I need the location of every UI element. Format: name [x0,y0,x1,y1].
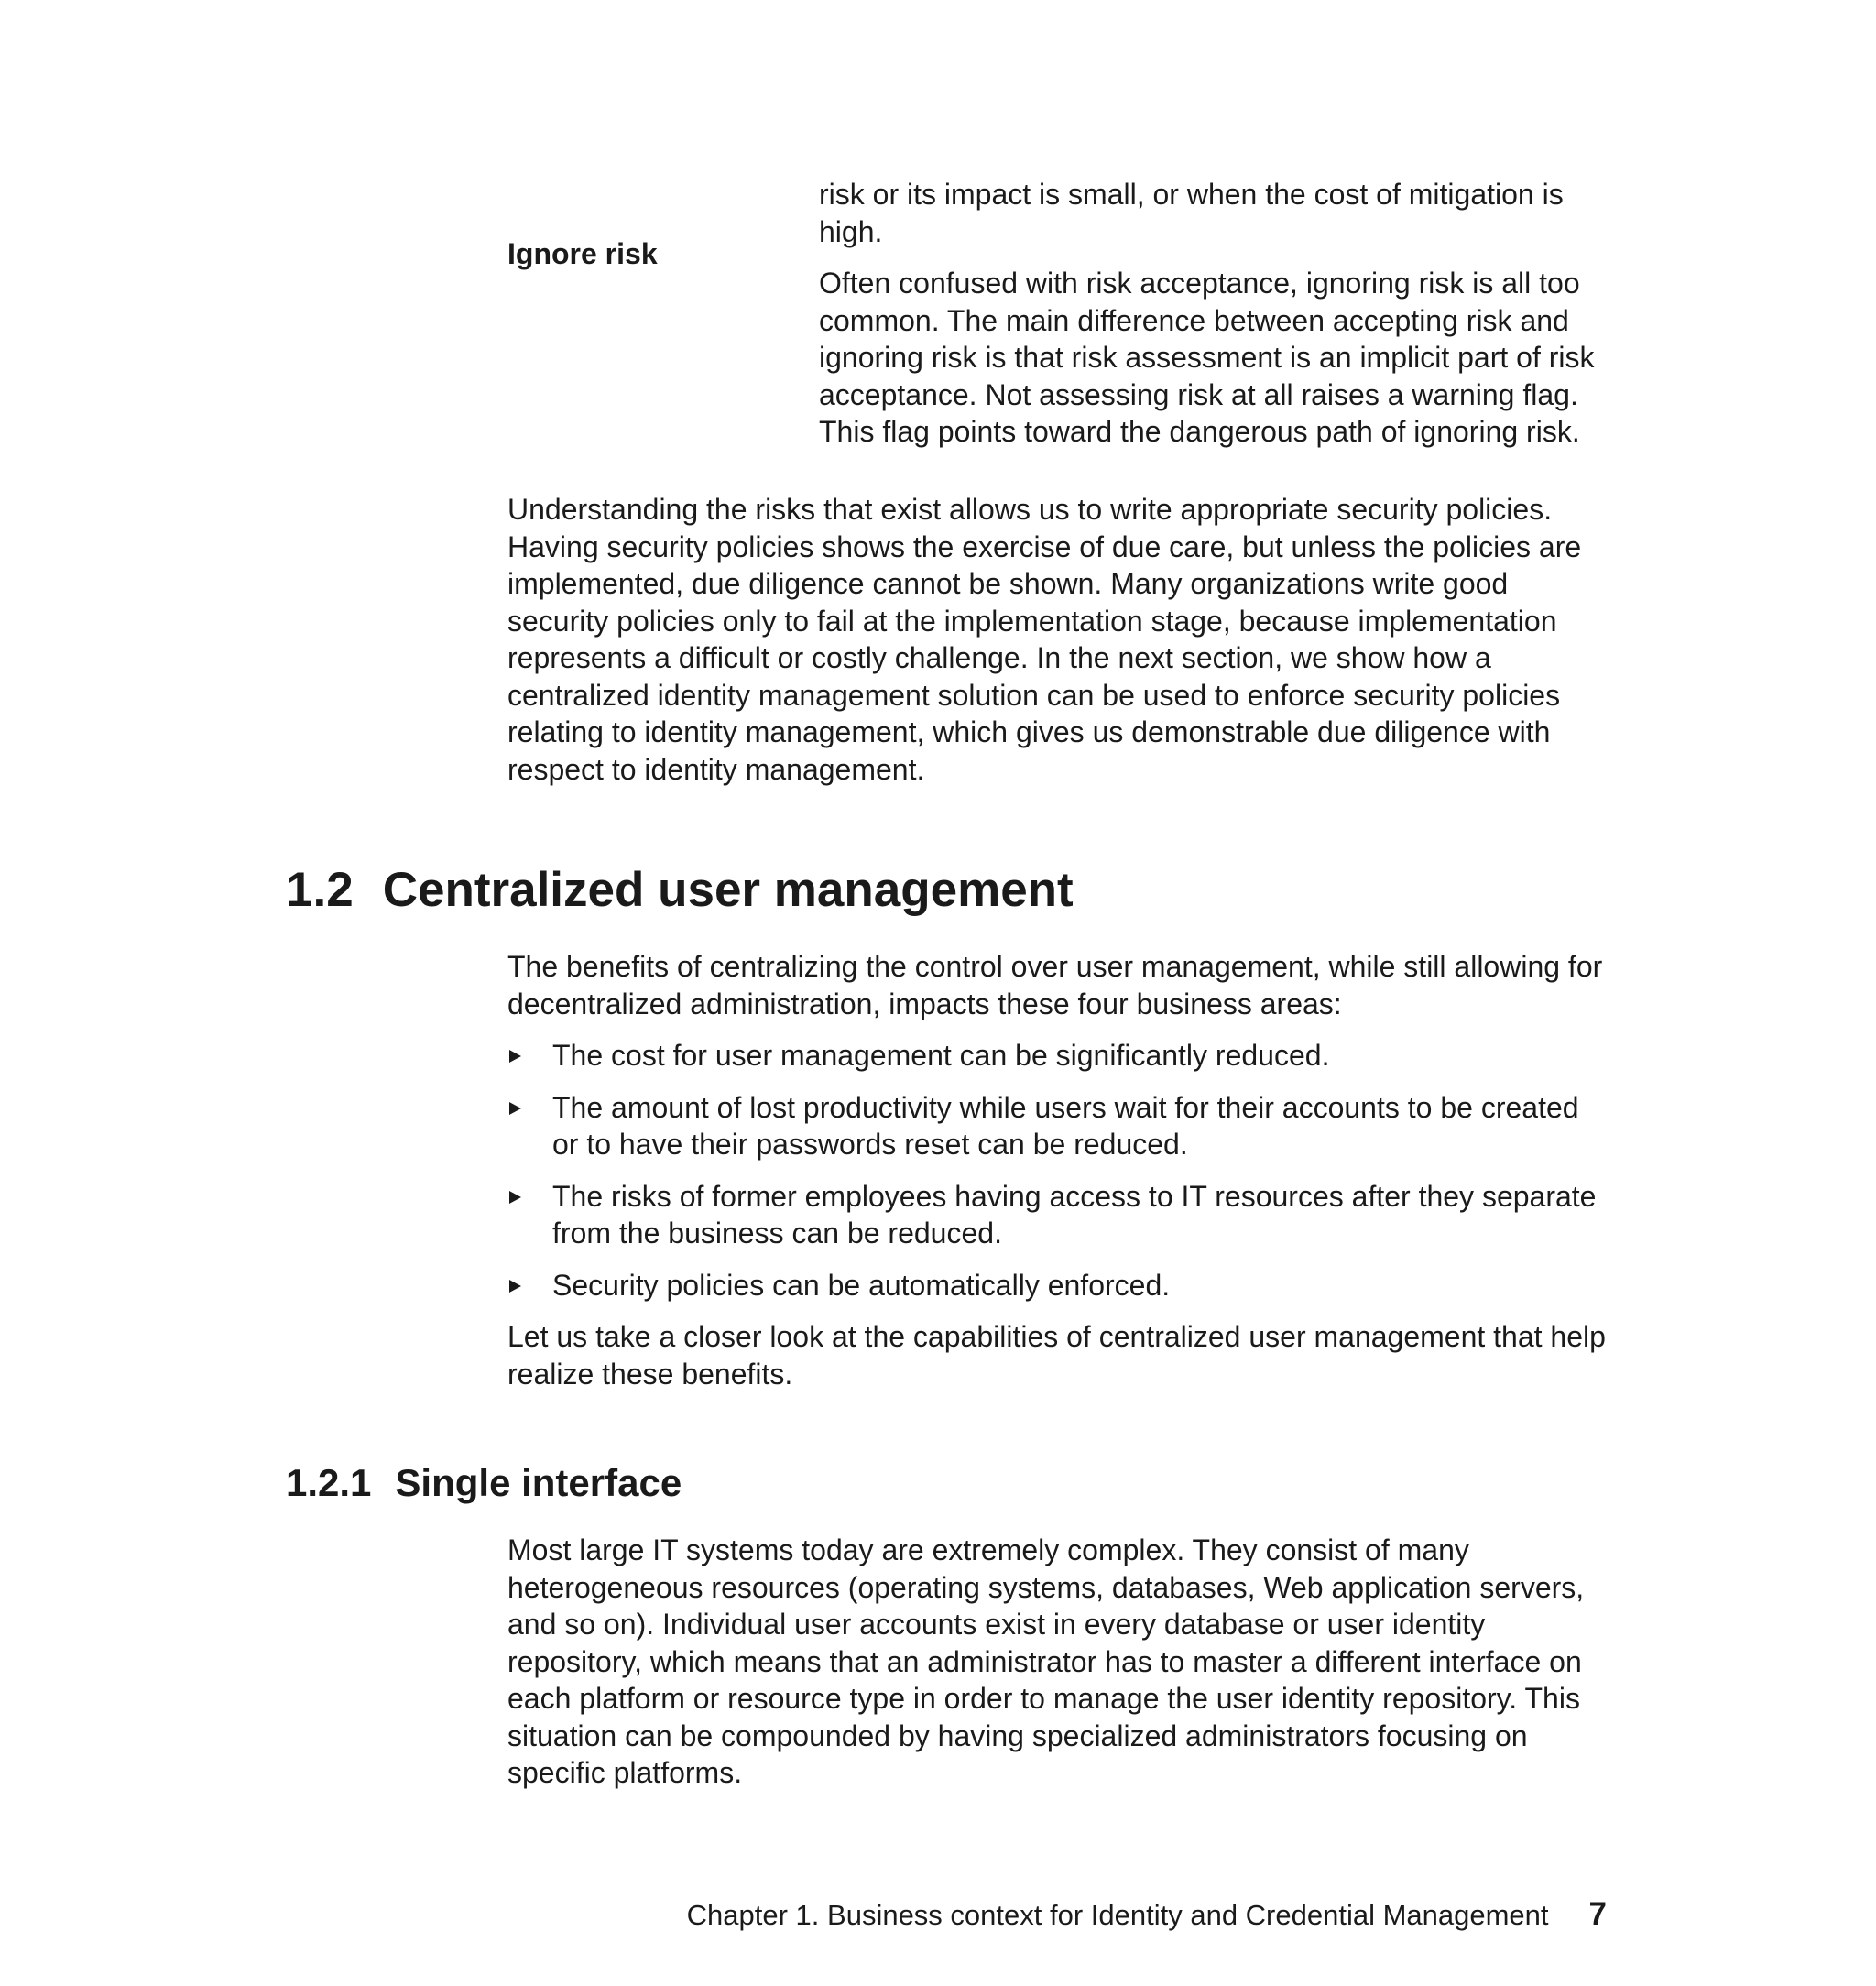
bullet-item [507,1037,1607,1075]
bullet-text: The cost for user management can be significantly reduced. [552,1039,1330,1072]
section-1-2-1-body [507,1532,1607,1792]
page-number: 7 [1588,1896,1607,1932]
paragraph-understanding-risks [507,491,1607,788]
section-1-2-body [507,948,1607,1392]
bullet-text: Security policies can be automatically enforced. [552,1268,1171,1302]
subsection-title: Single interface [395,1461,682,1504]
bullet-item [507,1178,1607,1252]
section-heading-1-2-1 [286,1459,682,1507]
subsection-number: 1.2.1 [286,1461,372,1504]
triangle-bullet-icon [509,1102,521,1115]
continuation-text: risk or its impact is small, or when the cost of mitigation is high. [819,178,1564,248]
definition-text: Often confused with risk acceptance, ignoring risk is all too common. The main difference between accepting risk and ignoring risk is that risk assessment is an implicit part of risk acceptance. Not assessing risk at all raises a warning flag. This flag points toward the dangerous path of ignoring risk. [819,267,1595,448]
subsection-paragraph: Most large IT systems today are extremely complex. They consist of many heterogeneous resources (operating systems, databases, Web application servers, and so on). Individual user accounts exist in every database or user identity repository, which means that an administrator has to master a different interface on each platform or resource type in order to manage the user identity repository. This situation can be compounded by having specialized administrators focusing on specific platforms. [507,1533,1585,1789]
bullet-list [507,1037,1607,1304]
section-title: Centralized user management [382,863,1074,917]
triangle-bullet-icon [509,1280,521,1293]
bullet-item [507,1089,1607,1163]
definition-term: Ignore risk [507,237,658,270]
triangle-bullet-icon [509,1050,521,1063]
bullet-text: The risks of former employees having access to IT resources after they separate from the business can be reduced. [552,1179,1597,1249]
bullet-text: The amount of lost productivity while users wait for their accounts to be created or to have their passwords reset can be reduced. [552,1090,1579,1161]
section-heading-1-2 [286,861,1074,920]
triangle-bullet-icon [509,1191,521,1204]
section-number: 1.2 [286,863,354,917]
page-footer [687,1896,1607,1934]
paragraph-text: Understanding the risks that exist allows us to write appropriate security policies. Having security policies shows the exercise of due care, but unless the policies are implemented, due diligence cannot be shown. Many organizations write good security policies only to fail at the implementation stage, because implementation represents a difficult or costly challenge. In the next section, we show how a centralized identity management solution can be used to enforce security policies relating to identity management, which gives us demonstrable due diligence with respect to identity management. [507,493,1582,786]
section-intro: The benefits of centralizing the control over user management, while still allowing for decentralized administration, impacts these four business areas: [507,950,1603,1020]
footer-chapter-title: Chapter 1. Business context for Identity and Credential Management [686,1899,1549,1931]
section-closing: Let us take a closer look at the capabilities of centralized user management that help realize these benefits. [507,1320,1606,1391]
bullet-item [507,1267,1607,1304]
